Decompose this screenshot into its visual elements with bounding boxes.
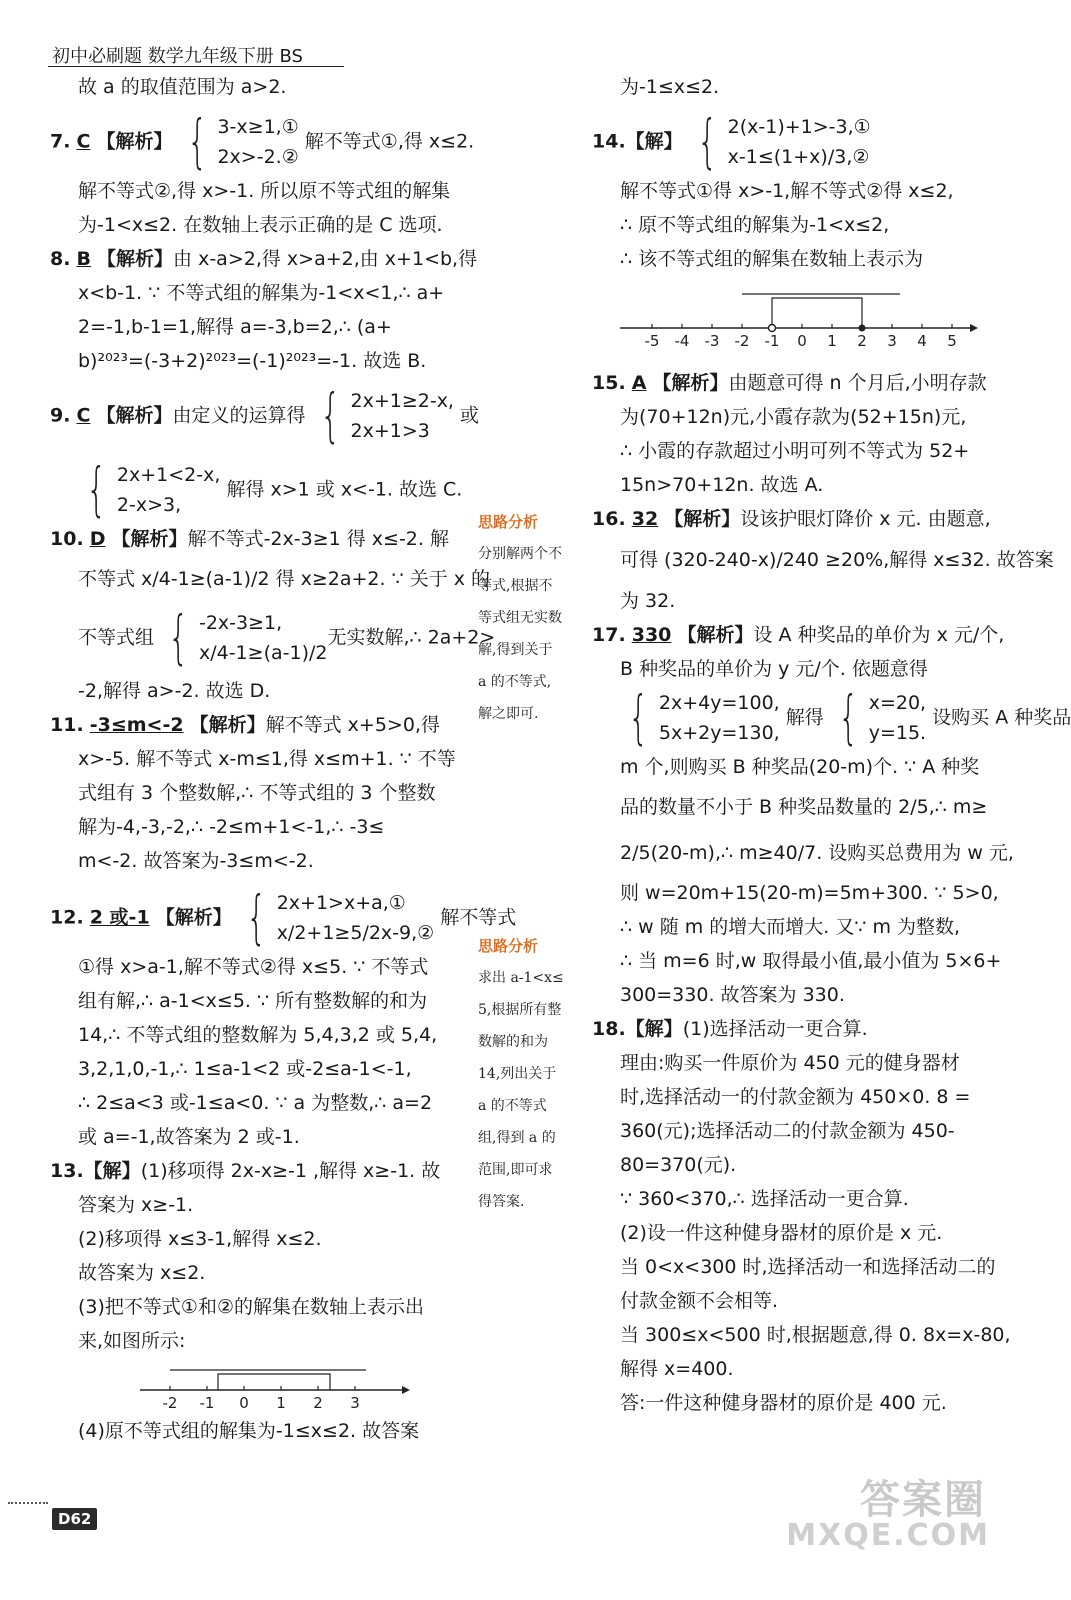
text-line: ①得 x>a-1,解不等式②得 x≤5. ∵ 不等式 <box>78 956 429 978</box>
text-line: 解不等式②,得 x>-1. 所以原不等式组的解集 <box>78 180 451 202</box>
text-line: 解不等式①得 x>-1,解不等式②得 x≤2, <box>620 180 954 202</box>
text-line: m 个,则购买 B 种奖品(20-m)个. ∵ A 种奖 <box>620 756 980 778</box>
text-line: 为-1<x≤2. 在数轴上表示正确的是 C 选项. <box>78 214 443 236</box>
system-row: x-1≤(1+x)/3,② <box>727 146 870 168</box>
question-number: 14. <box>592 130 626 153</box>
text-line: m<-2. 故答案为-3≤m<-2. <box>78 850 314 872</box>
text-line: ∴ 该不等式组的解集在数轴上表示为 <box>620 248 924 270</box>
text-line: 解为-4,-3,-2,∴ -2≤m+1<-1,∴ -3≤ <box>78 816 385 838</box>
text-line: 当 300≤x<500 时,根据题意,得 0. 8x=x-80, <box>620 1324 1011 1346</box>
tick-label: 3 <box>887 332 897 350</box>
question-number: 17. <box>592 624 626 646</box>
open-point <box>769 325 776 332</box>
system-row: x/2+1≥5/2x-9,② <box>276 922 435 944</box>
brace: { <box>697 107 718 175</box>
tick-label: 4 <box>917 332 927 350</box>
note-title: 思路分析 <box>478 937 539 955</box>
text: 设购买 A 种奖品 <box>926 706 1071 729</box>
question-number: 12. <box>50 906 84 929</box>
inequality-system <box>78 455 221 523</box>
note-line: 等式组无实数 <box>478 610 562 626</box>
tick-label: 2 <box>313 1394 323 1412</box>
answer: D <box>89 528 106 550</box>
text-line: ∴ 当 m=6 时,w 取得最小值,最小值为 5×6+ <box>620 950 1002 972</box>
text-line: -2,解得 a>-2. 故选 D. <box>78 680 271 702</box>
system-row: x/4-1≥(a-1)/2 <box>198 642 328 664</box>
tick-label: 5 <box>947 332 957 350</box>
question-13 <box>50 1154 470 1188</box>
text-line: ∴ 小霞的存款超过小明可列不等式为 52+ <box>620 440 970 462</box>
tick-label: -2 <box>734 332 750 350</box>
question-number: 8. <box>50 248 71 270</box>
text-line: (2)设一件这种健身器材的原价是 x 元. <box>620 1222 943 1244</box>
note-line: 解,得到关于 <box>478 642 553 658</box>
inequality-system <box>160 603 328 671</box>
system-row: y=15. <box>868 722 927 744</box>
question-12 <box>50 883 517 951</box>
text-line <box>592 683 1071 751</box>
system-row: 2x+4y=100, <box>658 692 780 714</box>
text-line: x<b-1. ∵ 不等式组的解集为-1<x<1,∴ a+ <box>78 282 445 304</box>
text-line: (3)把不等式①和②的解集在数轴上表示出 <box>78 1296 424 1318</box>
analysis-tag: 【解析】 <box>652 372 729 394</box>
note-line: a 的不等式, <box>478 674 552 690</box>
note-line: 范围,即可求 <box>478 1162 553 1178</box>
question-11 <box>50 708 470 742</box>
inequality-system <box>312 381 454 449</box>
text-line: 答案为 x≥-1. <box>78 1194 194 1216</box>
text-line: ∴ w 随 m 的增大而增大. 又∵ m 为整数, <box>620 916 961 938</box>
text-line: 可得 (320-240-x)/240 ≥20%,解得 x≤32. 故答案 <box>620 549 1054 571</box>
side-note-10 <box>478 506 588 730</box>
tick-label: -1 <box>764 332 780 350</box>
question-17 <box>592 618 1012 652</box>
text-line: 为(70+12n)元,小霞存款为(52+15n)元, <box>620 406 967 428</box>
brace: { <box>186 107 208 175</box>
text: 设该护眼灯降价 x 元. 由题意, <box>740 508 991 530</box>
solution-interval-1 <box>218 1374 330 1390</box>
text-line: 或 a=-1,故答案为 2 或-1. <box>78 1126 300 1148</box>
text: 无实数解,∴ 2a+2> <box>327 626 496 649</box>
text-line: ∴ 2≤a<3 或-1≤a<0. ∵ a 为整数,∴ a=2 <box>78 1092 433 1114</box>
brace: { <box>86 455 107 523</box>
answer: 330 <box>631 624 672 646</box>
note-line: 14,列出关于 <box>478 1066 557 1082</box>
watermark-logo: 答案圈 <box>860 1477 986 1523</box>
text-line: 品的数量不小于 B 种奖品数量的 2/5,∴ m≥ <box>620 796 988 818</box>
text-line: 付款金额不会相等. <box>620 1290 779 1312</box>
solution-interval <box>772 298 862 328</box>
question-number: 7. <box>50 130 71 153</box>
note-line: 5,根据所有整 <box>478 1002 562 1018</box>
text: 由题意可得 n 个月后,小明存款 <box>728 372 987 394</box>
answer: -3≤m<-2 <box>89 714 184 736</box>
question-7 <box>50 107 475 175</box>
note-line: a 的不等式 <box>478 1098 547 1114</box>
tick-label: -5 <box>644 332 660 350</box>
text-line: 答:一件这种健身器材的原价是 400 元. <box>620 1392 947 1414</box>
axis-arrow <box>402 1386 410 1394</box>
text-line: (4)原不等式组的解集为-1≤x≤2. 故答案 <box>78 1420 420 1442</box>
text-line: 360(元);选择活动二的付款金额为 450- <box>620 1120 955 1142</box>
text-line: 为-1≤x≤2. <box>620 76 720 98</box>
brace: { <box>246 883 267 951</box>
analysis-tag: 【解析】 <box>96 404 173 427</box>
text-line: 解得 x=400. <box>620 1358 734 1380</box>
note-line: 分别解两个不 <box>478 546 562 562</box>
text: 不等式组 <box>78 626 155 649</box>
tick-label: -3 <box>704 332 720 350</box>
brace: { <box>168 603 189 671</box>
text-line: 式组有 3 个整数解,∴ 不等式组的 3 个整数 <box>78 782 436 804</box>
analysis-tag: 【解析】 <box>189 714 266 736</box>
brace: { <box>628 683 649 751</box>
text: 解不等式 x+5>0,得 <box>265 714 440 736</box>
analysis-tag: 【解析】 <box>96 130 173 153</box>
text: (1)选择活动一更合算. <box>682 1018 868 1040</box>
watermark-url: MXQE.COM <box>786 1518 990 1553</box>
question-8 <box>50 242 478 276</box>
text-line <box>50 603 496 671</box>
text-line: 14,∴ 不等式组的整数解为 5,4,3,2 或 5,4, <box>78 1024 438 1046</box>
question-number: 13. <box>50 1160 84 1182</box>
note-line: 等式,根据不 <box>478 578 553 594</box>
tick-label: 2 <box>857 332 867 350</box>
text-line: 组有解,∴ a-1<x≤5. ∵ 所有整数解的和为 <box>78 990 428 1012</box>
text-line: 15n>70+12n. 故选 A. <box>620 474 824 496</box>
page-number: D62 <box>52 1508 97 1530</box>
note-line: 数解的和为 <box>478 1034 548 1050</box>
text: 解得 <box>779 706 824 729</box>
inequality-system <box>238 883 435 951</box>
text-line: ∵ 360<370,∴ 选择活动一更合算. <box>620 1188 909 1210</box>
tick-label: 0 <box>797 332 807 350</box>
header-rule <box>48 66 344 67</box>
text-line: x>-5. 解不等式 x-m≤1,得 x≤m+1. ∵ 不等 <box>78 748 456 770</box>
text: 解得 x>1 或 x<-1. 故选 C. <box>220 478 463 501</box>
text-line: 则 w=20m+15(20-m)=5m+300. ∵ 5>0, <box>620 882 999 904</box>
number-line-14 <box>618 276 1018 360</box>
tick-label: 1 <box>827 332 837 350</box>
answer: C <box>76 130 91 153</box>
text-line: 来,如图所示: <box>78 1330 186 1352</box>
analysis-tag: 【解析】 <box>155 906 232 929</box>
note-title: 思路分析 <box>478 513 539 531</box>
tick-label: 3 <box>350 1394 360 1412</box>
text: 由 x-a>2,得 x>a+2,由 x+1<b,得 <box>173 248 478 270</box>
system-row: 2(x-1)+1>-3,① <box>727 116 871 138</box>
text: 解不等式①,得 x≤2. <box>304 130 475 153</box>
text-line <box>50 455 470 523</box>
system-row: 3-x≥1,① <box>217 116 299 138</box>
text-line: (2)移项得 x≤3-1,解得 x≤2. <box>78 1228 322 1250</box>
note-line: 求出 a-1<x≤ <box>478 970 564 986</box>
brace: { <box>838 683 859 751</box>
brace: { <box>319 381 341 449</box>
system-row: 2x>-2.② <box>217 146 299 168</box>
text: 解不等式 <box>434 906 517 929</box>
note-line: 得答案. <box>478 1194 525 1210</box>
text: (1)移项得 2x-x≥-1 ,解得 x≥-1. 故 <box>140 1160 441 1182</box>
text-line: 理由:购买一件原价为 450 元的健身器材 <box>620 1052 960 1074</box>
inequality-system <box>689 107 871 175</box>
text-line: 不等式 x/4-1≥(a-1)/2 得 x≥2a+2. ∵ 关于 x 的 <box>78 568 491 590</box>
note-line: 解之即可. <box>478 706 539 722</box>
question-14 <box>592 107 1012 175</box>
system-row: 2x+1≥2-x, <box>350 390 454 412</box>
text-line: 3,2,1,0,-1,∴ 1≤a-1<2 或-2≤a-1<-1, <box>78 1058 412 1080</box>
text: 解不等式-2x-3≥1 得 x≤-2. 解 <box>187 528 449 550</box>
side-note-12 <box>478 930 588 1218</box>
text: 由定义的运算得 <box>172 404 306 427</box>
question-10 <box>50 522 470 556</box>
text-line: ∴ 原不等式组的解集为-1<x≤2, <box>620 214 890 236</box>
text-line: 80=370(元). <box>620 1154 737 1176</box>
solution-tag: 【解】 <box>83 1160 141 1182</box>
tick-label: 1 <box>276 1394 286 1412</box>
question-15 <box>592 366 1012 400</box>
solution-tag: 【解】 <box>625 130 683 153</box>
system-row: 2-x>3, <box>116 494 182 516</box>
answer: 2 或-1 <box>89 906 150 929</box>
number-line-13 <box>140 1358 440 1414</box>
question-number: 10. <box>50 528 84 550</box>
question-number: 16. <box>592 508 626 530</box>
question-number: 18. <box>592 1018 626 1040</box>
analysis-tag: 【解析】 <box>677 624 754 646</box>
system-row: x=20, <box>868 692 927 714</box>
system-row: 2x+1<2-x, <box>116 464 221 486</box>
footer-dots <box>8 1502 48 1504</box>
system-row: -2x-3≥1, <box>198 612 283 634</box>
closed-point <box>859 325 866 332</box>
system-row: 5x+2y=130, <box>658 722 780 744</box>
tick-label: -2 <box>162 1394 178 1412</box>
tick-label: -1 <box>199 1394 215 1412</box>
text: 或 <box>453 404 480 427</box>
question-18 <box>592 1012 1012 1046</box>
question-9 <box>50 381 480 449</box>
tick-label: -4 <box>674 332 690 350</box>
solution-tag: 【解】 <box>625 1018 683 1040</box>
text-line: 2=-1,b-1=1,解得 a=-3,b=2,∴ (a+ <box>78 316 392 338</box>
equation-solution <box>830 683 927 751</box>
question-16 <box>592 502 1012 536</box>
tick-label: 0 <box>239 1394 249 1412</box>
answer: C <box>76 404 91 427</box>
text-line: 300=330. 故答案为 330. <box>620 984 845 1006</box>
analysis-tag: 【解析】 <box>97 248 174 270</box>
answer: 32 <box>631 508 659 530</box>
analysis-tag: 【解析】 <box>664 508 741 530</box>
system-row: 2x+1>x+a,① <box>276 892 406 914</box>
axis-arrow <box>970 324 978 332</box>
text: 设 A 种奖品的单价为 x 元/个, <box>753 624 1005 646</box>
system-row: 2x+1>3 <box>350 420 430 442</box>
question-number: 11. <box>50 714 84 736</box>
answer: B <box>76 248 91 270</box>
text-line: B 种奖品的单价为 y 元/个. 依题意得 <box>620 658 928 680</box>
note-line: 组,得到 a 的 <box>478 1130 556 1146</box>
text-line: 故 a 的取值范围为 a>2. <box>78 76 287 98</box>
text-line: 为 32. <box>620 590 676 612</box>
text-line: 时,选择活动一的付款金额为 450×0. 8 = <box>620 1086 971 1108</box>
text-line: 故答案为 x≤2. <box>78 1262 206 1284</box>
inequality-system <box>179 107 299 175</box>
equation-system <box>620 683 780 751</box>
text-line: 当 0<x<300 时,选择活动一和选择活动二的 <box>620 1256 996 1278</box>
right-column <box>592 70 1071 1420</box>
text-line: 2/5(20-m),∴ m≥40/7. 设购买总费用为 w 元, <box>620 842 1014 864</box>
answer: A <box>631 372 647 394</box>
question-number: 15. <box>592 372 626 394</box>
analysis-tag: 【解析】 <box>111 528 188 550</box>
running-header: 初中必刷题 数学九年级下册 BS <box>52 46 303 67</box>
question-number: 9. <box>50 404 71 427</box>
text-line: b)²⁰²³=(-3+2)²⁰²³=(-1)²⁰²³=-1. 故选 B. <box>78 350 427 372</box>
